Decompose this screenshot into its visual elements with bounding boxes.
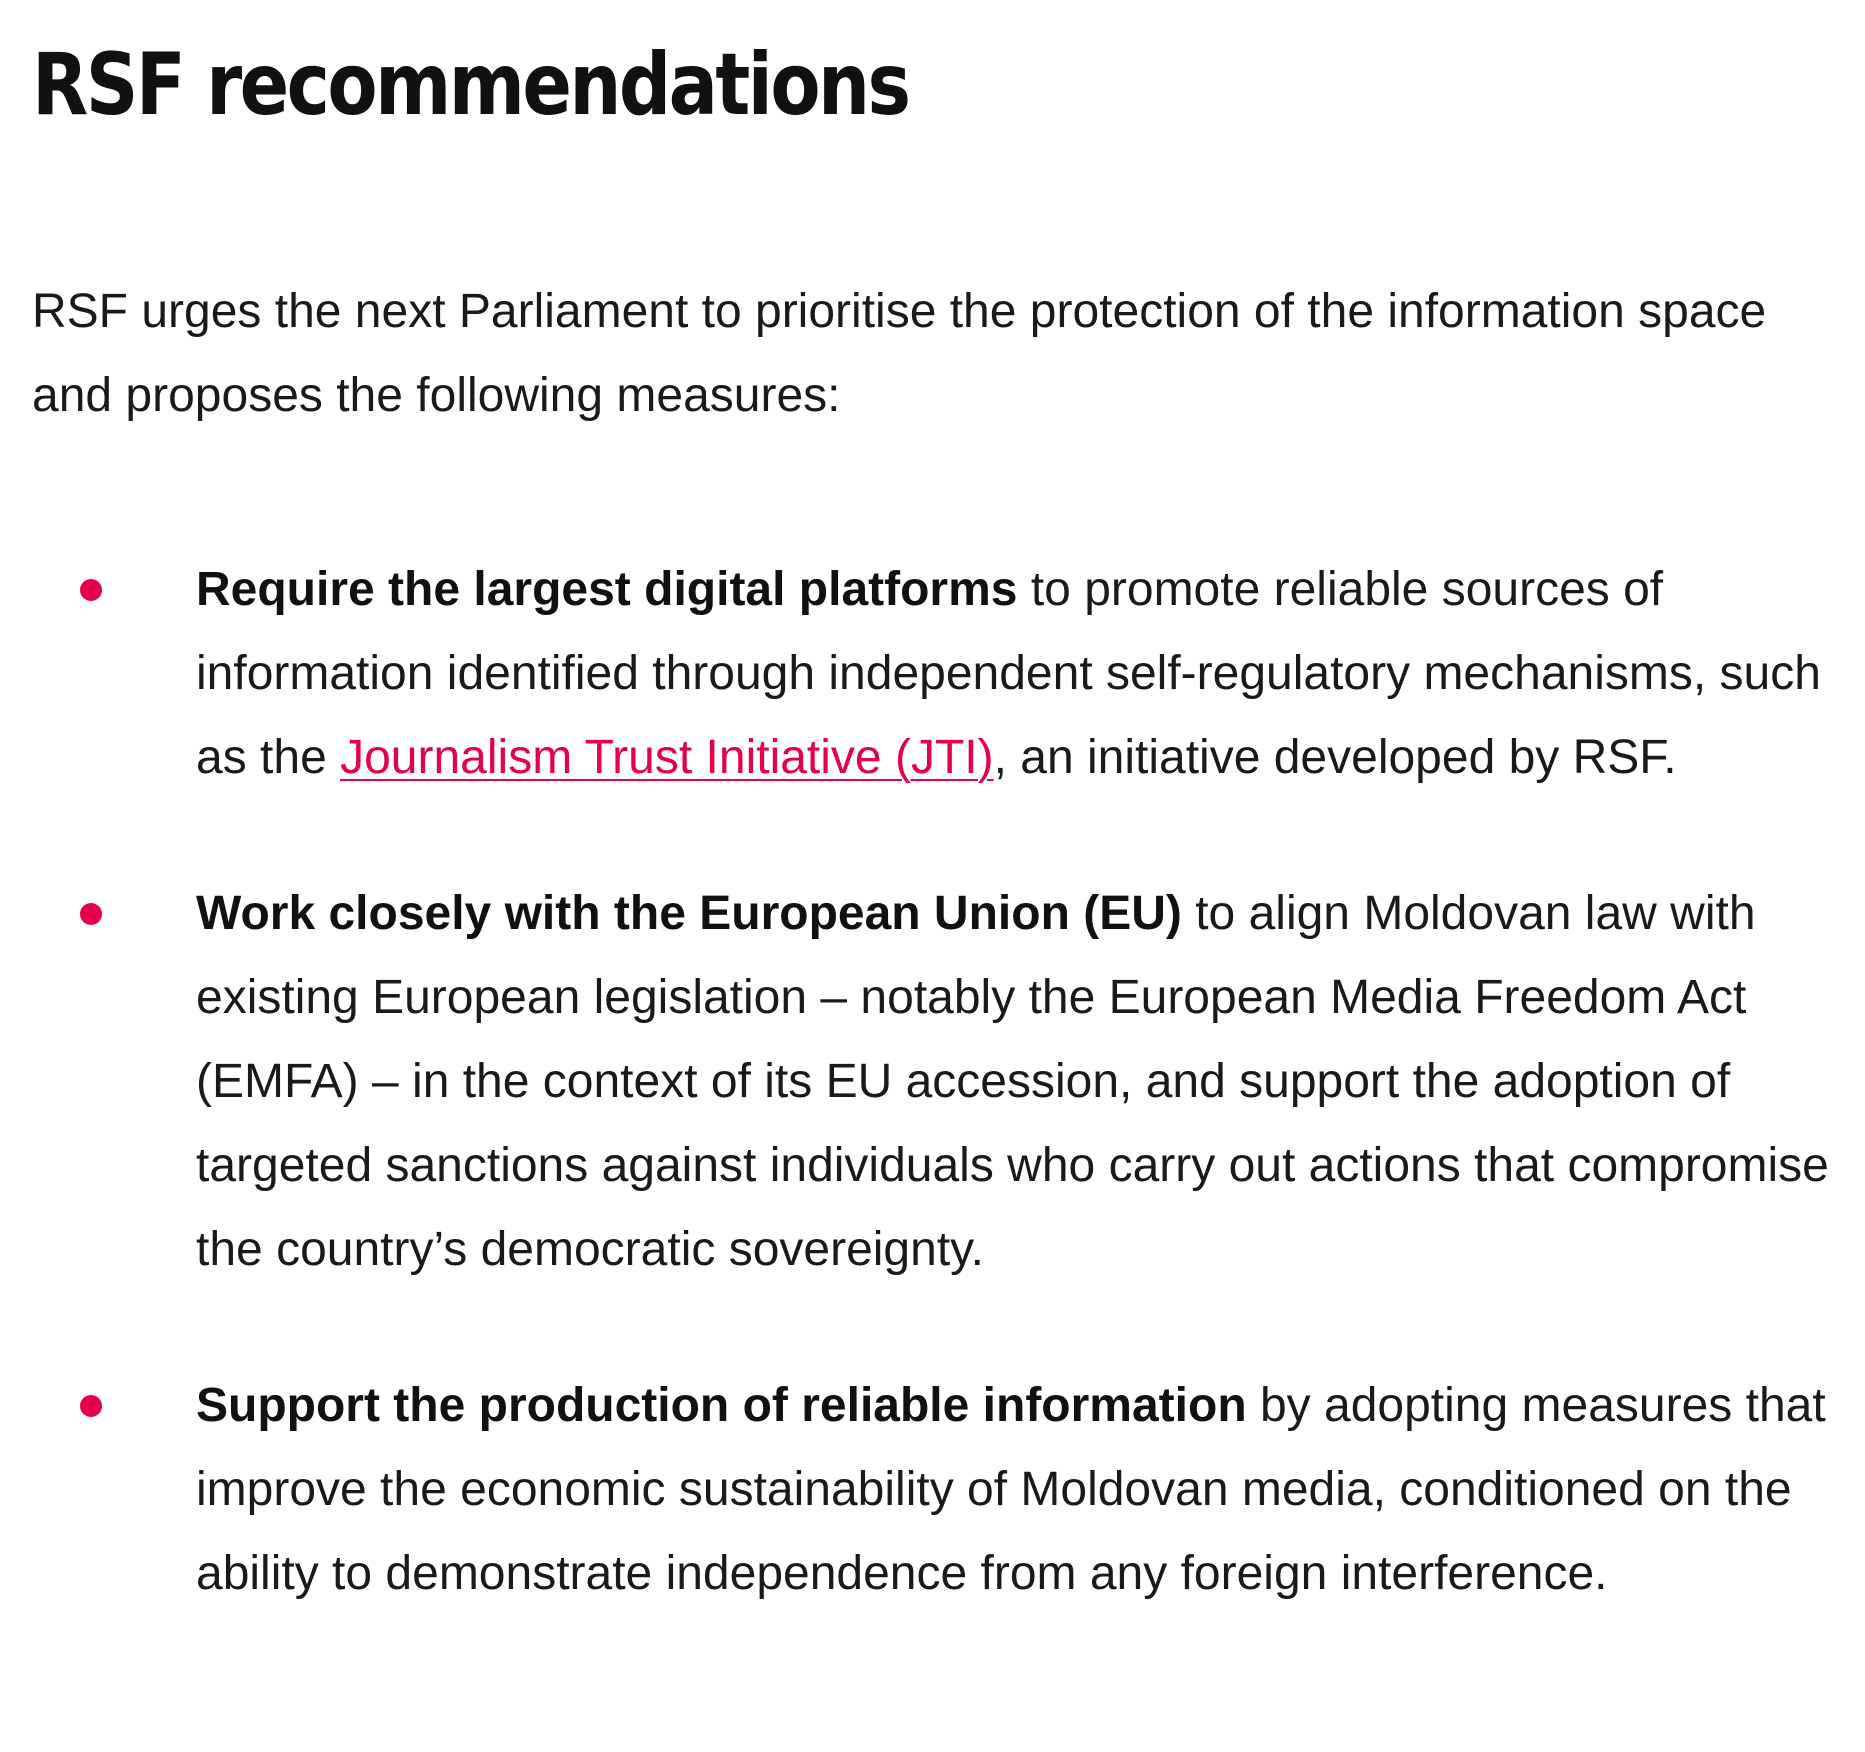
recommendation-lead: Require the largest digital platforms <box>196 563 1018 616</box>
recommendation-lead: Support the production of reliable information <box>196 1379 1247 1432</box>
section-heading: RSF recommendations <box>32 35 909 135</box>
recommendation-item-eu <box>32 872 1865 1292</box>
recommendation-text-end: , an initiative developed by RSF. <box>993 731 1677 784</box>
bullet-dot-icon <box>80 1395 102 1417</box>
recommendation-item-reliable-information <box>32 1364 1865 1616</box>
jti-link[interactable]: Journalism Trust Initiative (JTI) <box>340 731 994 784</box>
bullet-dot-icon <box>80 579 102 601</box>
recommendation-text: by adopting measures that improve the economic sustainability of Moldovan media, conditioned on the ability to demonstrate independence from any foreign interference. <box>196 1379 1826 1600</box>
recommendation-item-platforms <box>32 548 1865 800</box>
recommendations-list <box>32 548 1832 1616</box>
recommendation-lead: Work closely with the European Union (EU) <box>196 887 1182 940</box>
recommendation-text: to align Moldovan law with existing European legislation – notably the European Media Freedom Act (EMFA) – in the context of its EU accession, and support the adoption of targeted sanctions against individuals who carry out actions that compromise the country’s democratic sovereignty. <box>196 887 1829 1276</box>
recommendation-text: to promote reliable sources of information identified through independent self-regulatory mechanisms, such as the <box>196 563 1821 784</box>
article-section <box>32 0 1832 1688</box>
intro-paragraph: RSF urges the next Parliament to prioritise the protection of the information space and proposes the following measures: <box>32 285 1767 422</box>
bullet-dot-icon <box>80 903 102 925</box>
